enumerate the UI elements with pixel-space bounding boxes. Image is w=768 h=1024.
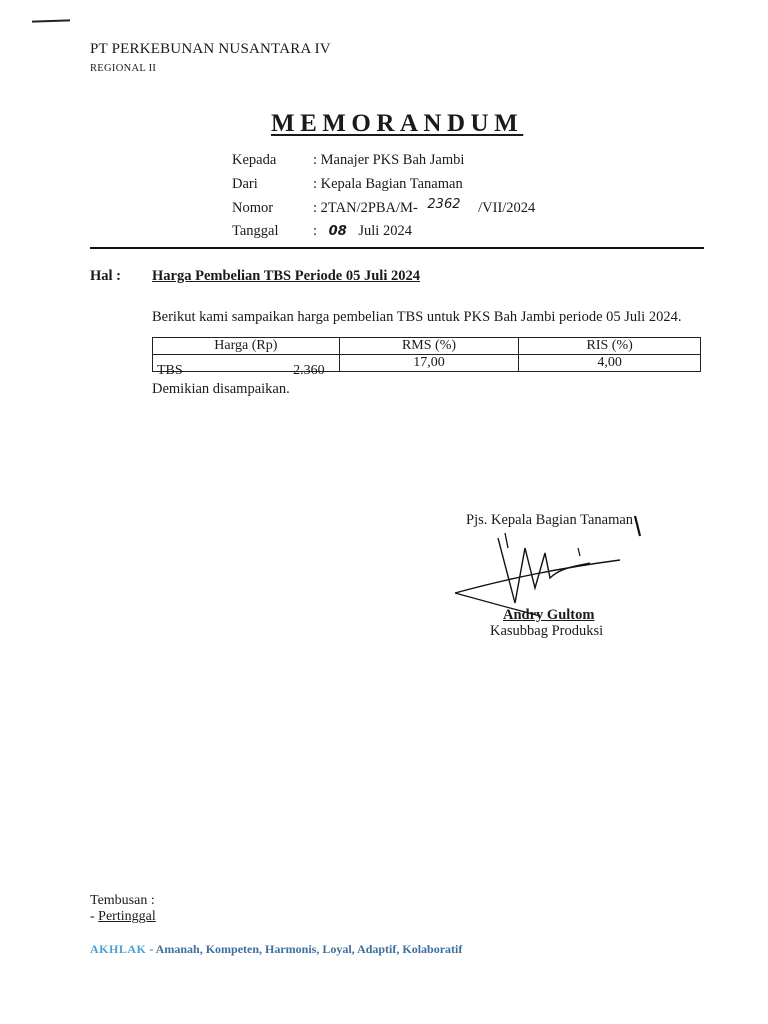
header-divider (90, 247, 704, 249)
akhlak-footer (90, 942, 462, 957)
cc-label: Tembusan : (90, 893, 155, 908)
subject-label: Hal : (90, 268, 122, 284)
cell-rms: 17,00 (339, 355, 519, 372)
kepada-value: : Manajer PKS Bah Jambi (313, 152, 465, 168)
signatory-role: Kasubbag Produksi (490, 623, 604, 639)
nomor-suffix: /VII/2024 (478, 200, 536, 216)
table-row (153, 355, 701, 372)
kepada-label: Kepada (232, 152, 277, 168)
cell-harga (153, 355, 340, 378)
tanggal-day: 08 (328, 224, 347, 239)
nomor-handwritten: 2362 (427, 197, 461, 212)
signature-title: Pjs. Kepala Bagian Tanaman (466, 512, 634, 528)
nomor-label: Nomor (232, 200, 274, 216)
cell-item: TBS (157, 363, 183, 378)
header-harga: Harga (Rp) (153, 338, 340, 355)
tanggal-value (313, 223, 412, 240)
akhlak-values: - Amanah, Kompeten, Harmonis, Loyal, Adaptif, Kolaboratif (146, 942, 463, 956)
cell-harga-value: 2.360 (293, 363, 325, 378)
intro-paragraph: Berikut kami sampaikan harga pembelian TBS untuk PKS Bah Jambi periode 05 Juli 2024. (152, 309, 682, 325)
closing-text: Demikian disampaikan. (152, 381, 290, 397)
handwritten-signature (450, 508, 650, 618)
dari-label: Dari (232, 176, 258, 192)
nomor-prefix: : 2TAN/2PBA/M- (313, 200, 418, 216)
header-ris: RIS (%) (519, 338, 701, 355)
corner-mark (32, 19, 70, 22)
tanggal-label: Tanggal (232, 223, 279, 239)
cell-ris: 4,00 (519, 355, 701, 372)
header-rms: RMS (%) (339, 338, 519, 355)
dari-value: : Kepala Bagian Tanaman (313, 176, 463, 192)
signatory-name: Andry Gultom (503, 607, 595, 623)
table-header-row (153, 338, 701, 355)
cc-item: - Pertinggal (90, 909, 156, 924)
tanggal-colon: : (313, 223, 318, 239)
price-table (152, 337, 701, 378)
nomor-value (313, 197, 536, 217)
akhlak-brand: AKHLAK (90, 942, 147, 956)
cc-item-text: Pertinggal (98, 909, 156, 924)
memo-title: MEMORANDUM (271, 110, 524, 137)
tanggal-rest: Juli 2024 (358, 223, 412, 239)
company-name: PT PERKEBUNAN NUSANTARA IV (90, 41, 331, 57)
subject-text: Harga Pembelian TBS Periode 05 Juli 2024 (152, 268, 420, 284)
region-name: REGIONAL II (90, 63, 157, 74)
